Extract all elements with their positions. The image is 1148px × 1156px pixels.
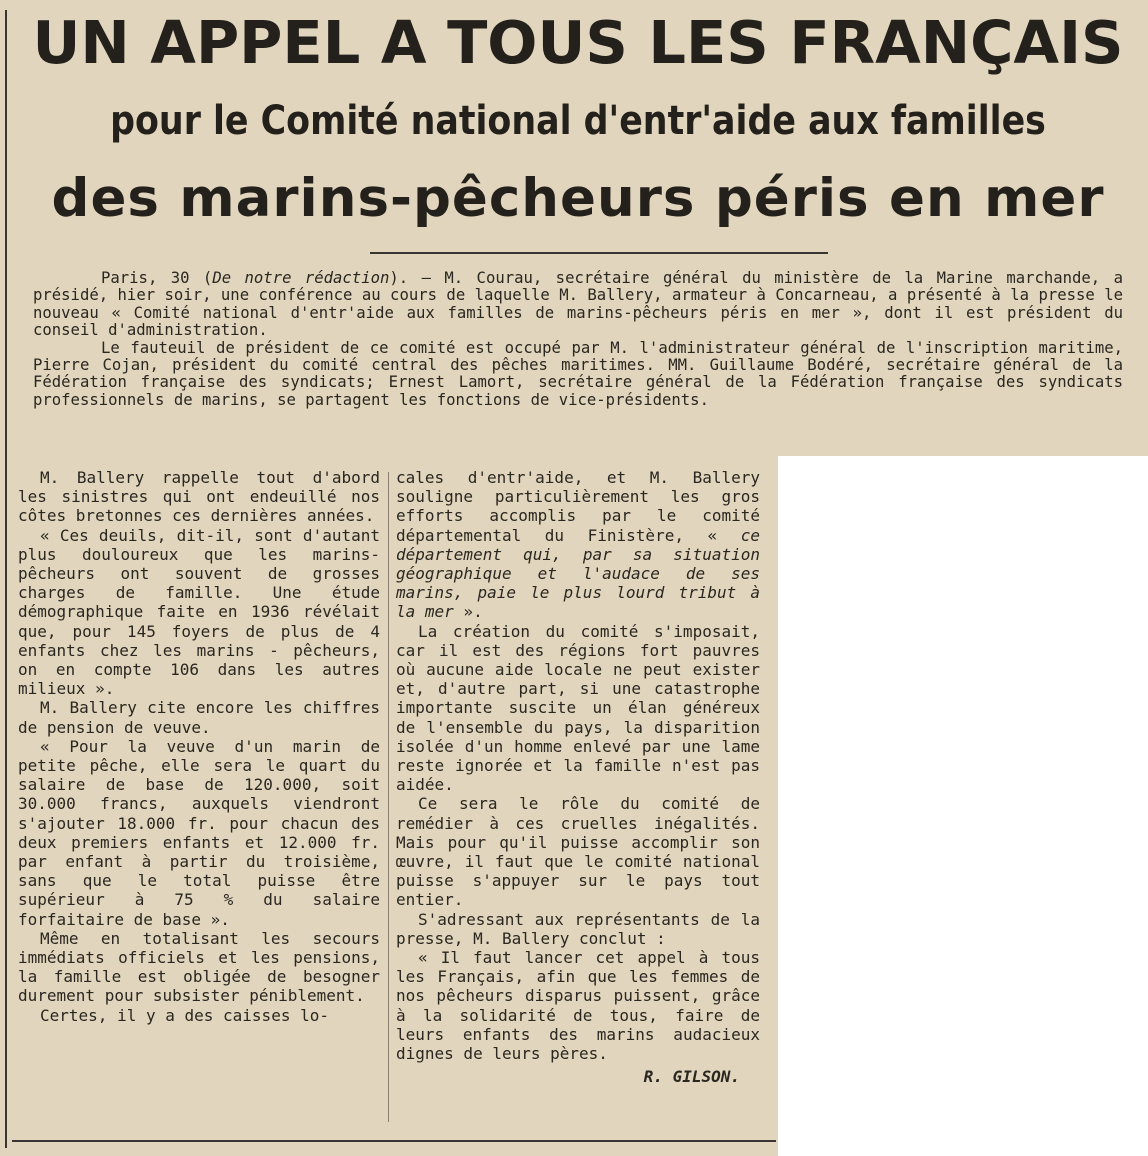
col2-paragraph-3: Ce sera le rôle du comité de remédier à ces cruelles inégalités. Mais pour qu'il puisse accomplir son œuvre, il faut que le comité national puisse s'appuyer sur le pays tout entier. — [396, 794, 760, 910]
bottom-rule — [12, 1140, 776, 1142]
dateline-source: De notre rédaction — [212, 269, 390, 287]
col1-paragraph-4: « Pour la veuve d'un marin de petite pêche, elle sera le quart du salaire de base de 120.000, soit 30.000 francs, auxquels viendront s'ajouter 18.000 fr. pour chacun des deux premiers enfants et 12.000 fr. par enfant à partir du troisième, sans que le total puisse être supérieur à 75 % du salaire forfaitaire de base ». — [18, 736, 380, 929]
col2-paragraph-2: La création du comité s'imposait, car il est des régions fort pauvres où aucune aide locale ne peut exister et, d'autre part, si une catastrophe importante suscite un élan généreux de l'ensemble du pays, la disparition isolée d'un homme enlevé par une lame reste ignorée et la famille n'est pas aidée. — [396, 621, 760, 795]
col1-paragraph-2: « Ces deuils, dit-il, sont d'autant plus douloureux que les marins-pêcheurs ont souvent de grosses charges de famille. Une étude démographique faite en 1936 révélait que, pour 145 foyers de plus de 4 enfants chez les marins - pêcheurs, on en compte 106 dans les autres milieux ». — [18, 525, 380, 699]
col2-paragraph-1 — [396, 468, 760, 622]
column-2 — [396, 468, 760, 1087]
headline-sub: pour le Comité national d'entr'aide aux familles — [110, 98, 1046, 144]
headline-main: UN APPEL A TOUS LES FRANÇAIS — [32, 8, 1124, 77]
author-signature: R. GILSON. — [643, 1067, 740, 1087]
column-divider — [388, 472, 389, 1122]
col2-paragraph-4: S'adressant aux représentants de la presse, M. Ballery conclut : — [396, 909, 760, 948]
left-border-rule — [5, 10, 7, 1148]
headline-sub2: des marins-pêcheurs péris en mer — [51, 168, 1105, 229]
column-1 — [18, 468, 380, 1025]
col1-paragraph-3: M. Ballery cite encore les chiffres de pension de veuve. — [18, 698, 380, 737]
dateline: Paris, 30 ( — [101, 269, 213, 287]
lead-paragraph-1 — [33, 270, 1123, 340]
col2-p1-quote: ce département qui, par sa situation géographique et l'audace de ses marins, paie le plus lourd tribut à la mer — [396, 525, 760, 622]
col1-paragraph-1: M. Ballery rappelle tout d'abord les sinistres qui ont endeuillé nos côtes bretonnes ces dernières années. — [18, 468, 380, 526]
headline-divider — [370, 252, 828, 254]
lead-paragraphs — [33, 270, 1123, 409]
col1-paragraph-5: Même en totalisant les secours immédiats officiels et les pensions, la famille est obligée de besogner durement pour subsister péniblement. — [18, 928, 380, 1006]
lead-paragraph-1-text: ). — M. Courau, secrétaire général du ministère de la Marine marchande, a présidé, hier soir, une conférence au cours de laquelle M. Ballery, armateur à Concarneau, a présenté à la presse le nouveau « Comité national d'entr'aide aux familles de marins-pêcheurs péris en mer », dont il est président du conseil d'administration. — [33, 269, 1123, 340]
col2-p1-end: ». — [453, 602, 483, 622]
col2-paragraph-5: « Il faut lancer cet appel à tous les Français, afin que les femmes de nos pêcheurs disparus puissent, grâce à la solidarité de tous, faire de leurs enfants des marins audacieux dignes de leurs pères. — [396, 948, 760, 1064]
col1-paragraph-6: Certes, il y a des caisses lo- — [40, 1005, 329, 1025]
col2-p1-start: cales d'entr'aide, et M. Ballery souligne particulièrement les gros efforts accomplis par le comité départemental du Finistère, « — [396, 468, 760, 545]
lead-paragraph-2: Le fauteuil de président de ce comité est occupé par M. l'administrateur général de l'inscription maritime, Pierre Cojan, président du comité central des pêches maritimes. MM. Guillaume Bodéré, secrétaire général de la Fédération française des syndicats; Ernest Lamort, secrétaire général de la Fédération française des syndicats professionnels de marins, se partagent les fonctions de vice-présidents. — [33, 338, 1123, 409]
